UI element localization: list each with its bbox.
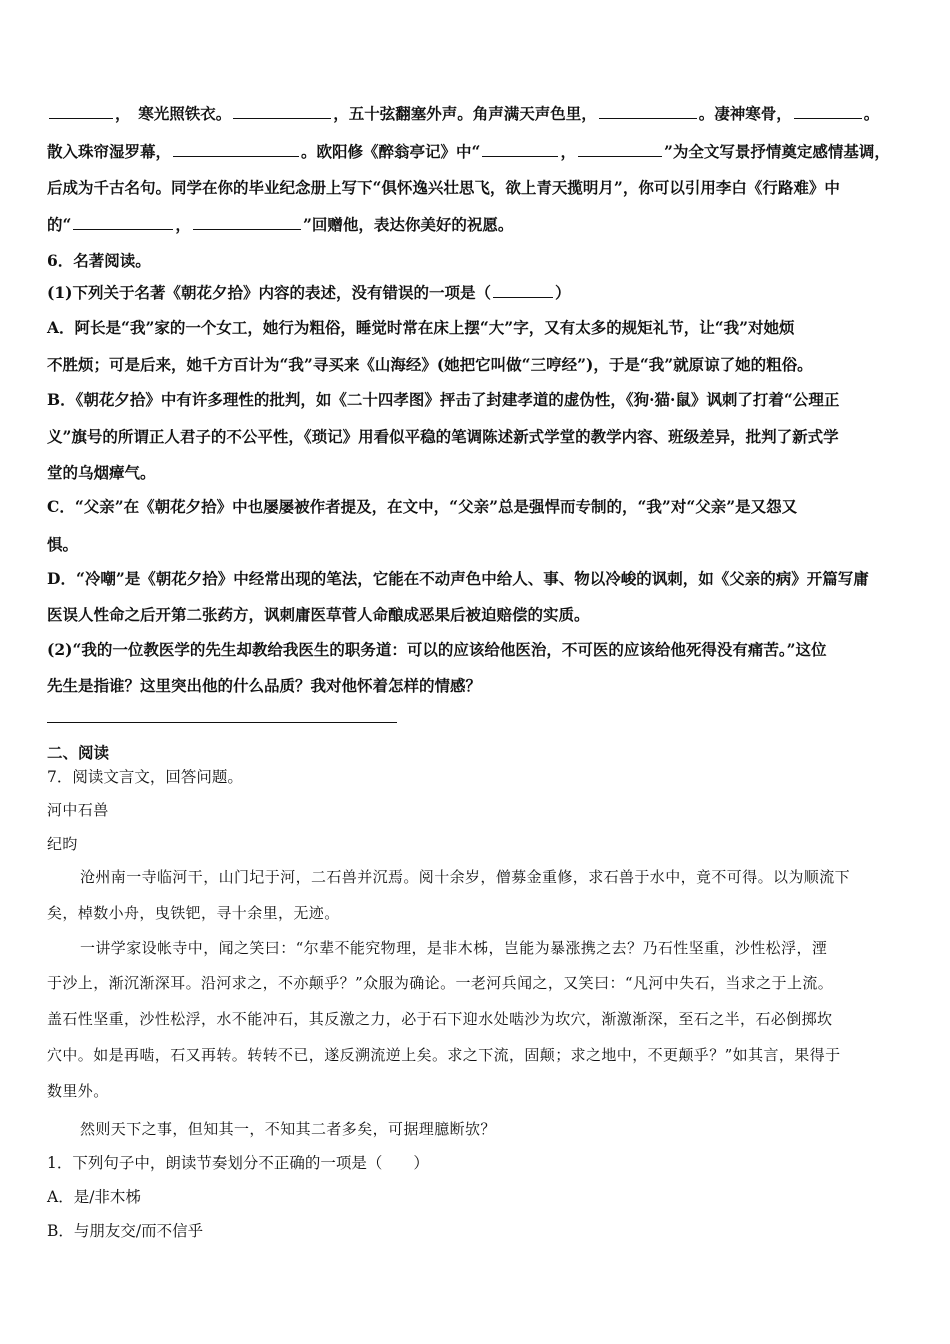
option-d-line-2: 医误人性命之后开第二张药方，讽刺庸医草菅人命酿成恶果后被迫赔偿的实质。 <box>47 605 590 624</box>
question-6-sub2-line-1: (2)“我的一位教医学的先生却教给我医生的职务道：可以的应该给他医治，不可医的应该给他死得没有痛苦。”这位 <box>47 640 827 659</box>
option-b-line-3: 堂的乌烟瘴气。 <box>47 463 156 482</box>
option-c-line-2: 惧。 <box>47 535 79 554</box>
passage-paragraph-2-cont: 穴中。如是再啮，石又再转。转转不已，遂反溯流逆上矣。求之下流，固颠；求之地中，不更颠乎？”如其言，果得于 <box>47 1046 841 1064</box>
passage-paragraph-2-cont: 于沙上，渐沉渐深耳。沿河求之，不亦颠乎？”众服为确论。一老河兵闻之，又笑曰：“凡河中失石，当求之于上流。 <box>47 974 834 992</box>
poetry-line-1: ， 寒光照铁衣。 ，五十弦翻塞外声。角声满天声色里， 。凄神寒骨， 。 <box>47 104 907 124</box>
answer-line[interactable] <box>47 722 397 723</box>
answer-blank[interactable] <box>578 142 662 157</box>
passage-paragraph-2: 一讲学家设帐寺中，闻之笑曰：“尔辈不能究物理，是非木柹，岂能为暴涨携之去？乃石性坚重，沙性松浮，湮 <box>80 939 828 957</box>
answer-blank[interactable] <box>193 215 301 230</box>
answer-blank[interactable] <box>599 104 697 119</box>
answer-blank[interactable] <box>173 142 299 157</box>
option-a-line-2: 不胜烦；可是后来，她千方百计为“我”寻买来《山海经》(她把它叫做“三哼经”)，于是“我”就原谅了她的粗俗。 <box>47 355 813 374</box>
sub-question-1-option-b: B．与朋友交/而不信乎 <box>47 1222 204 1240</box>
passage-paragraph-1: 沧州南一寺临河干，山门圮于河，二石兽并沉焉。阅十余岁，僧募金重修，求石兽于水中，竟不可得。以为顺流下 <box>80 868 851 886</box>
passage-author: 纪昀 <box>47 835 78 853</box>
section-heading: 二、阅读 <box>47 743 110 762</box>
question-6-title: 6．名著阅读。 <box>47 251 151 270</box>
poetry-line-4: 的“ ， ”回赠他，表达你美好的祝愿。 <box>47 215 514 234</box>
answer-blank[interactable] <box>482 142 558 157</box>
passage-paragraph-3: 然则天下之事，但知其一，不知其二者多矣，可据理臆断欤？ <box>80 1120 496 1138</box>
sub-question-1-option-a: A．是/非木柹 <box>47 1188 141 1206</box>
poetry-line-2: 散入珠帘湿罗幕， 。欧阳修《醉翁亭记》中“ ， ”为全文写景抒情奠定感情基调， <box>47 142 890 161</box>
option-a-line-1: A．阿长是“我”家的一个女工，她行为粗俗，睡觉时常在床上摆“大”字，又有太多的规矩礼节，让“我”对她烦 <box>47 318 795 337</box>
option-c-line-1: C．“父亲”在《朝花夕拾》中也屡屡被作者提及，在文中，“父亲”总是强悍而专制的，“我”对“父亲”是又怨又 <box>47 497 798 516</box>
question-6-sub2-line-2: 先生是指谁？这里突出他的什么品质？我对他怀着怎样的情感？ <box>47 676 482 695</box>
answer-blank[interactable] <box>493 283 553 298</box>
passage-paragraph-1-cont: 矣，棹数小舟，曳铁钯，寻十余里，无迹。 <box>47 904 340 922</box>
answer-blank[interactable] <box>49 104 113 119</box>
answer-blank[interactable] <box>794 104 862 119</box>
passage-paragraph-2-cont: 盖石性坚重，沙性松浮，水不能冲石，其反激之力，必于石下迎水处啮沙为坎穴，渐激渐深，至石之半，石必倒掷坎 <box>47 1010 833 1028</box>
passage-paragraph-2-cont: 数里外。 <box>47 1082 109 1100</box>
option-b-line-1: B．《朝花夕拾》中有许多理性的批判，如《二十四孝图》抨击了封建孝道的虚伪性，《狗·猫·鼠》讽刺了打着“公理正 <box>47 390 840 409</box>
poetry-line-3: 后成为千古名句。同学在你的毕业纪念册上写下“俱怀逸兴壮思飞，欲上青天揽明月”，你可以引用李白《行路难》中 <box>47 178 840 197</box>
passage-title: 河中石兽 <box>47 801 109 819</box>
question-7-title: 7．阅读文言文，回答问题。 <box>47 768 243 786</box>
option-d-line-1: D．“冷嘲”是《朝花夕拾》中经常出现的笔法，它能在不动声色中给人、事、物以冷峻的讽刺，如《父亲的病》开篇写庸 <box>47 569 869 588</box>
option-b-line-2: 义”旗号的所谓正人君子的不公平性，《琐记》用看似平稳的笔调陈述新式学堂的教学内容、班级差异，批判了新式学 <box>47 427 839 446</box>
answer-blank[interactable] <box>73 215 173 230</box>
question-6-sub1: (1)下列关于名著《朝花夕拾》内容的表述，没有错误的一项是（ ） <box>47 283 571 302</box>
answer-blank[interactable] <box>233 104 331 119</box>
sub-question-1: 1．下列句子中，朗读节奏划分不正确的一项是（ ） <box>47 1154 429 1172</box>
